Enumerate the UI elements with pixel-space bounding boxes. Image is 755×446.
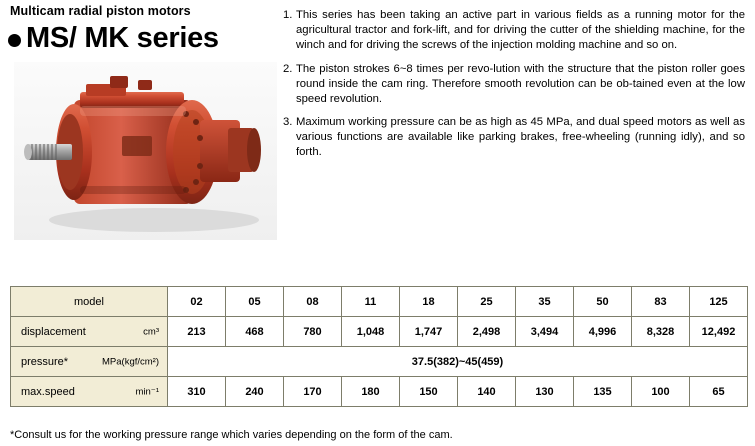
page-title: MS/ MK series: [26, 22, 219, 54]
note-text: This series has been taking an active part in various fields as a running motor for the agricultural tractor and fork-lift, and for driving the cutter of the shielding machine, for the winch and for driving the screws of the injection molding machine and so on.: [296, 9, 745, 51]
feature-notes: [283, 8, 745, 169]
row-unit-text: cm³: [143, 326, 159, 337]
note-item: [283, 8, 745, 53]
model-cell: 83: [632, 287, 690, 317]
row-label-text: pressure*: [21, 355, 69, 368]
displacement-cell: 3,494: [516, 317, 574, 347]
displacement-cell: 1,747: [400, 317, 458, 347]
table-row-displacement: [11, 317, 748, 347]
note-number: 1.: [283, 9, 293, 21]
model-cell: 05: [226, 287, 284, 317]
row-label-displacement: [11, 317, 168, 347]
row-label-text: max.speed: [21, 385, 75, 398]
displacement-cell: 8,328: [632, 317, 690, 347]
spec-table: [10, 286, 748, 407]
row-label-maxspeed: [11, 377, 168, 407]
page-eyebrow: Multicam radial piston motors: [10, 4, 191, 18]
model-cell: 25: [458, 287, 516, 317]
note-number: 2.: [283, 62, 293, 75]
maxspeed-cell: 240: [226, 377, 284, 407]
model-cell: 125: [690, 287, 748, 317]
row-unit-text: min⁻¹: [135, 386, 159, 397]
displacement-cell: 12,492: [690, 317, 748, 347]
maxspeed-cell: 170: [284, 377, 342, 407]
radial-piston-motor-illustration: [14, 62, 277, 240]
table-row-model: [11, 287, 748, 317]
maxspeed-cell: 150: [400, 377, 458, 407]
maxspeed-cell: 180: [342, 377, 400, 407]
header-model: model: [11, 287, 168, 317]
row-label-pressure: [11, 347, 168, 377]
product-photo: [14, 62, 277, 240]
bullet-icon: [8, 34, 21, 47]
table-row-maxspeed: [11, 377, 748, 407]
displacement-cell: 213: [168, 317, 226, 347]
maxspeed-cell: 100: [632, 377, 690, 407]
row-unit-text: MPa(kgf/cm²): [102, 356, 159, 367]
table-footnote: *Consult us for the working pressure range which varies depending on the form of the cam.: [10, 429, 453, 441]
model-cell: 18: [400, 287, 458, 317]
maxspeed-cell: 310: [168, 377, 226, 407]
maxspeed-cell: 135: [574, 377, 632, 407]
displacement-cell: 4,996: [574, 317, 632, 347]
displacement-cell: 468: [226, 317, 284, 347]
note-text: Maximum working pressure can be as high as 45 MPa, and dual speed motors as well as various functions are available like parking brakes, free-wheeling (running idly), and so forth.: [296, 116, 745, 159]
model-cell: 02: [168, 287, 226, 317]
model-cell: 35: [516, 287, 574, 317]
note-item: [283, 62, 745, 107]
note-number: 3.: [283, 116, 293, 129]
maxspeed-cell: 65: [690, 377, 748, 407]
model-cell: 50: [574, 287, 632, 317]
maxspeed-cell: 130: [516, 377, 574, 407]
pressure-span-cell: 37.5(382)~45(459): [168, 347, 748, 377]
model-cell: 08: [284, 287, 342, 317]
table-row-pressure: [11, 347, 748, 377]
displacement-cell: 780: [284, 317, 342, 347]
spec-table-wrapper: [10, 286, 747, 407]
displacement-cell: 2,498: [458, 317, 516, 347]
note-item: [283, 115, 745, 160]
note-text: The piston strokes 6~8 times per revo-lution with the structure that the piston roller goes round inside the cam ring. Therefore smooth revolution can be ob-tained even at the low speed revolution.: [296, 62, 745, 105]
page-title-row: [8, 24, 219, 53]
row-label-text: displacement: [21, 325, 86, 338]
maxspeed-cell: 140: [458, 377, 516, 407]
displacement-cell: 1,048: [342, 317, 400, 347]
model-cell: 11: [342, 287, 400, 317]
